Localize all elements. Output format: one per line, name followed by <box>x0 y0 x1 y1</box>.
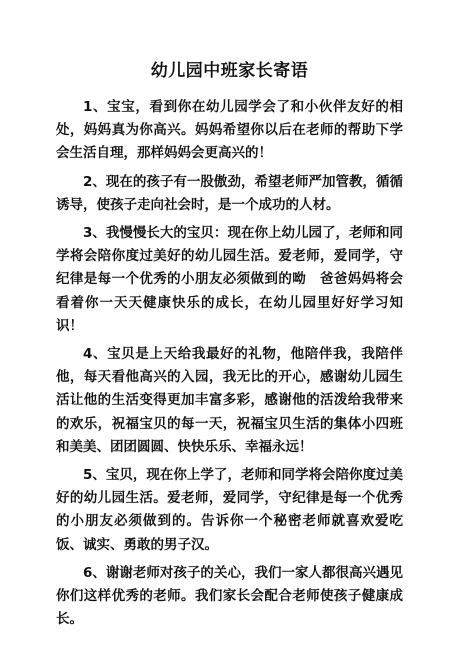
paragraph-6: 6、谢谢老师对孩子的关心，我们一家人都很高兴遇见你们这样优秀的老师。我们家长会配合老师使孩子健康成长。 <box>56 564 403 628</box>
paragraph-4: 4、宝贝是上天给我最好的礼物，他陪伴我，我陪伴他，每天看他高兴的入园，我无比的开心，感谢幼儿园生活让他的生活变得更加丰富多彩，感谢他的活泼给我带来的欢乐，祝福宝贝的每一天，祝福宝贝生活的集体小四班和美美、团团圆圆、快快乐乐、幸福永远！ <box>56 346 403 455</box>
paragraph-1: 1、宝宝，看到你在幼儿园学会了和小伙伴友好的相处，妈妈真为你高兴。妈妈希望你以后在老师的帮助下学会生活自理，那样妈妈会更高兴的！ <box>56 99 403 162</box>
paragraph-2: 2、现在的孩子有一股傲劲，希望老师严加管教，循循诱导，使孩子走向社会时，是一个成功的人材。 <box>56 173 403 213</box>
paragraph-5: 5、宝贝，现在你上学了，老师和同学将会陪你度过美好的幼儿园生活。爱老师，爱同学，守纪律是每一个优秀的小朋友必须做到的。告诉你一个秘密老师就喜欢爱吃饭、诚实、勇敢的男子汉。 <box>56 467 403 553</box>
document-title: 幼儿园中班家长寄语 <box>150 61 309 81</box>
paragraph-3: 3、我慢慢长大的宝贝：现在你上幼儿园了，老师和同学将会陪你度过美好的幼儿园生活。爱老师，爱同学，守纪律是每一个优秀的小朋友必须做到的呦 爸爸妈妈将会看着你一天天健康快乐的成长，在幼儿园里好好学习知识！ <box>56 225 403 334</box>
